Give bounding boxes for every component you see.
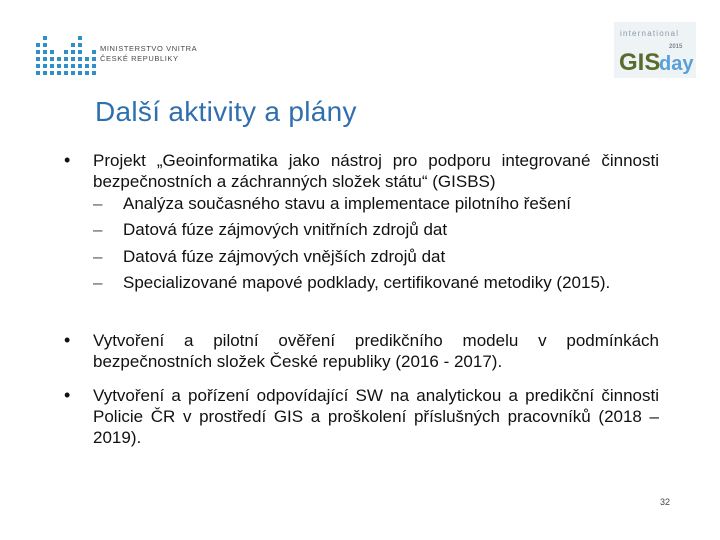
bullet-marker: • bbox=[64, 330, 71, 350]
bullet-3-text: Vytvoření a pořízení odpovídající SW na analytickou a predikční činnosti Policie ČR v prostředí GIS a proškolení příslušných pracovníků (2018 – 2019). bbox=[93, 386, 659, 447]
gisday-logo-gis: GIS bbox=[619, 49, 661, 76]
bullet-marker: • bbox=[64, 150, 71, 170]
ministry-logo-line2: ČESKÉ REPUBLIKY bbox=[100, 54, 179, 63]
bullet-2-text: Vytvoření a pilotní ověření predikčního modelu v podmínkách bezpečnostních složek České republiky (2016 - 2017). bbox=[93, 331, 659, 371]
ministry-logo-text bbox=[100, 44, 197, 64]
gisday-logo bbox=[614, 22, 696, 78]
ministry-logo-line1: MINISTERSTVO VNITRA bbox=[100, 44, 198, 53]
subitem-1-text: Analýza současného stavu a implementace pilotního řešení bbox=[123, 194, 571, 213]
gisday-logo-year: 2015 bbox=[669, 44, 683, 50]
ministry-logo-bars-icon bbox=[36, 36, 96, 75]
subitem-2-text: Datová fúze zájmových vnitřních zdrojů dat bbox=[123, 220, 448, 239]
bullet-1-text: Projekt „Geoinformatika jako nástroj pro podporu integrované činnosti bezpečnostních a záchranných složek státu“ (GISBS) bbox=[93, 151, 659, 191]
gisday-logo-day: day bbox=[659, 53, 694, 75]
subitem-marker: – bbox=[93, 273, 103, 292]
bullet-marker: • bbox=[64, 385, 71, 405]
subitem-marker: – bbox=[93, 194, 103, 213]
subitem-4-text: Specializované mapové podklady, certifikované metodiky (2015). bbox=[123, 273, 611, 292]
subitem-marker: – bbox=[93, 247, 103, 266]
gisday-logo-top: international bbox=[620, 29, 680, 38]
subitem-marker: – bbox=[93, 220, 103, 239]
page-number: 32 bbox=[660, 497, 671, 507]
subitem-3-text: Datová fúze zájmových vnějších zdrojů dat bbox=[123, 247, 446, 266]
slide-title: Další aktivity a plány bbox=[95, 96, 357, 127]
